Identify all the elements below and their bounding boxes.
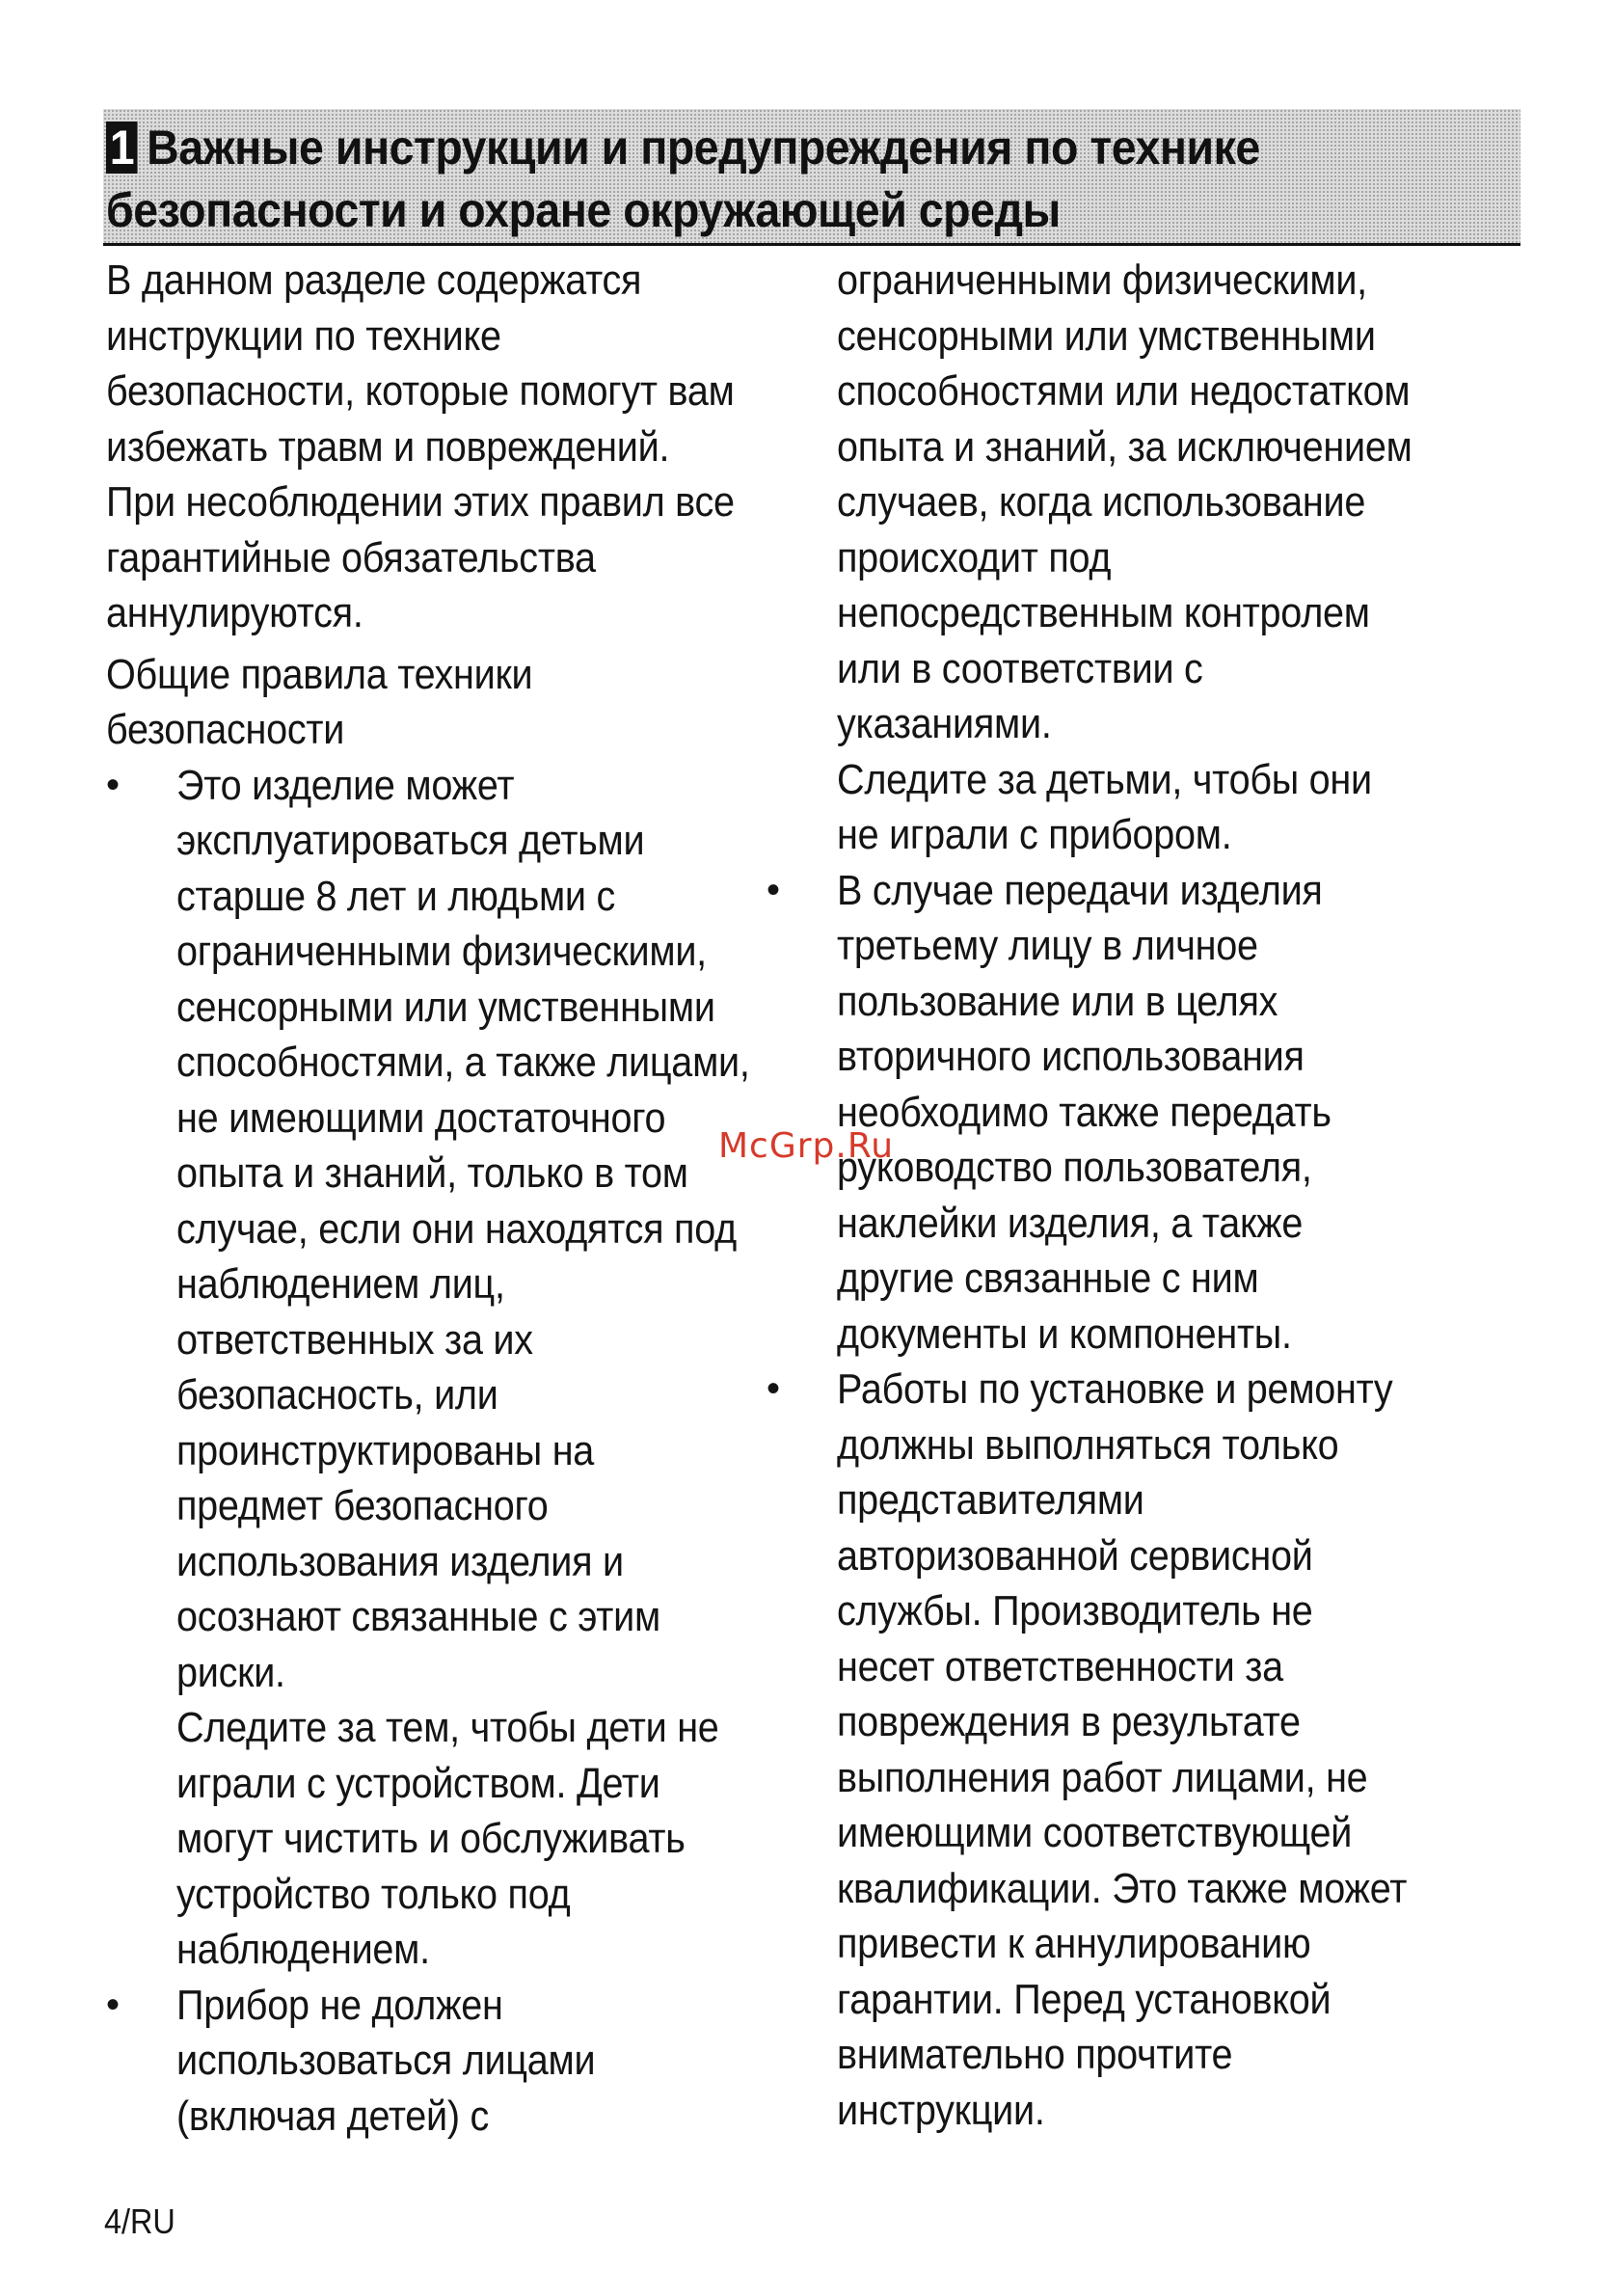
text-line: могут чистить и обслуживать — [176, 1815, 686, 1862]
text-line: выполнения работ лицами, не — [837, 1753, 1368, 1801]
text-line: эксплуатироваться детьми — [176, 817, 645, 864]
text-line: привести к аннулированию — [837, 1920, 1311, 1967]
text-line: документы и компоненты. — [837, 1310, 1292, 1358]
text-line: При несоблюдении этих правил все — [106, 478, 735, 526]
text-line: непосредственным контролем — [837, 589, 1370, 636]
text-line: руководство пользователя, — [837, 1144, 1312, 1191]
page-number: 4/RU — [104, 2201, 175, 2241]
text-line: ограниченными физическими, — [176, 928, 707, 975]
text-line: использоваться лицами — [176, 2037, 596, 2084]
text-line: инструкции. — [837, 2086, 1045, 2134]
text-line: опыта и знаний, за исключением — [837, 422, 1412, 471]
left-column — [106, 253, 800, 2144]
text-line: играли с устройством. Дети — [176, 1759, 660, 1807]
text-line: должны выполняться только — [837, 1420, 1339, 1469]
text-line: или в соответствии с — [837, 644, 1203, 692]
text-line: ответственных за их — [176, 1315, 533, 1364]
intro-paragraph — [106, 253, 800, 641]
text-line: инструкции по технике — [106, 311, 501, 360]
text-line: способностями или недостатком — [837, 367, 1411, 415]
bullet-item-transfer-to-third-party — [767, 863, 1550, 1363]
bullet-continuation — [837, 253, 1550, 863]
text-line: гарантии. Перед установкой — [837, 1975, 1332, 2023]
text-line: несет ответственности за — [837, 1642, 1283, 1690]
text-line: Это изделие может — [176, 761, 515, 809]
section-header — [103, 109, 1520, 246]
section-title-text-1: Важные инструкции и предупреждения по технике — [147, 121, 1260, 175]
text-line: третьему лицу в личное — [837, 922, 1258, 969]
text-line: В случае передачи изделия — [837, 866, 1323, 914]
text-line: не играли с прибором. — [837, 811, 1232, 858]
text-line: способностями, а также лицами, — [176, 1039, 750, 1086]
text-line: не имеющими достаточного — [176, 1094, 666, 1142]
section-title-line-1 — [106, 119, 1260, 176]
text-line: наблюдением. — [176, 1926, 430, 1973]
text-line: случаев, когда использование — [837, 478, 1366, 526]
text-line: пользование или в целях — [837, 977, 1278, 1025]
text-line: избежать травм и повреждений. — [106, 422, 670, 471]
text-line: имеющими соответствующей — [837, 1809, 1353, 1856]
bullet-marker: • — [767, 1367, 780, 1410]
text-line: случае, если они находятся под — [176, 1204, 737, 1253]
text-line: службы. Производитель не — [837, 1587, 1313, 1634]
text-line: наклейки изделия, а также — [837, 1199, 1304, 1247]
text-line: безопасность, или — [176, 1371, 498, 1418]
text-line: предмет безопасного — [176, 1482, 549, 1529]
text-line: опыта и знаний, только в том — [176, 1149, 688, 1197]
text-line: сенсорными или умственными — [176, 983, 715, 1031]
text-line: Прибор не должен — [176, 1981, 503, 2029]
text-line: аннулируются. — [106, 589, 363, 636]
text-line: ограниченными физическими, — [837, 257, 1367, 304]
text-line: сенсорными или умственными — [837, 311, 1376, 360]
bullet-marker: • — [106, 763, 120, 806]
text-line: необходимо также передать — [837, 1088, 1332, 1136]
text-line: другие связанные с ним — [837, 1255, 1259, 1302]
bullet-item-children-usage — [106, 758, 800, 1978]
text-line: вторичного использования — [837, 1033, 1305, 1080]
text-line: риски. — [176, 1648, 285, 1696]
text-line: безопасности — [106, 706, 345, 753]
bullet-marker: • — [106, 1983, 120, 2026]
text-line: авторизованной сервисной — [837, 1531, 1313, 1580]
text-line: старше 8 лет и людьми с — [176, 872, 616, 920]
subheading — [106, 647, 800, 758]
text-line: (включая детей) с — [176, 2092, 490, 2140]
bullet-item-restricted-persons — [106, 1978, 800, 2145]
text-line: В данном разделе содержатся — [106, 257, 642, 304]
text-line: Следите за тем, чтобы дети не — [176, 1704, 719, 1751]
text-line: повреждения в результате — [837, 1698, 1301, 1745]
text-line: наблюдением лиц, — [176, 1260, 505, 1308]
section-title-line-2: безопасности и охране окружающей среды — [106, 183, 1061, 237]
text-line: безопасности, которые помогут вам — [106, 367, 735, 415]
text-line: Общие правила техники — [106, 650, 533, 698]
text-line: гарантийные обязательства — [106, 533, 596, 581]
chapter-number-badge: 1 — [106, 122, 138, 174]
text-line: происходит под — [837, 533, 1112, 581]
text-line: устройство только под — [176, 1870, 571, 1918]
bullet-item-installation-repair — [767, 1362, 1550, 2138]
text-line: Следите за детьми, чтобы они — [837, 755, 1372, 803]
text-line: указаниями. — [837, 700, 1052, 747]
text-line: квалификации. Это также может — [837, 1864, 1408, 1912]
text-line: использования изделия и — [176, 1537, 624, 1585]
text-line: внимательно прочтите — [837, 2031, 1233, 2078]
text-line: проинструктированы на — [176, 1426, 595, 1474]
text-line: Работы по установке и ремонту — [837, 1365, 1393, 1413]
bullet-marker: • — [767, 868, 780, 911]
site-watermark: McGrp.Ru — [718, 1126, 895, 1166]
text-line: осознают связанные с этим — [176, 1593, 660, 1640]
text-line: представителями — [837, 1476, 1144, 1524]
